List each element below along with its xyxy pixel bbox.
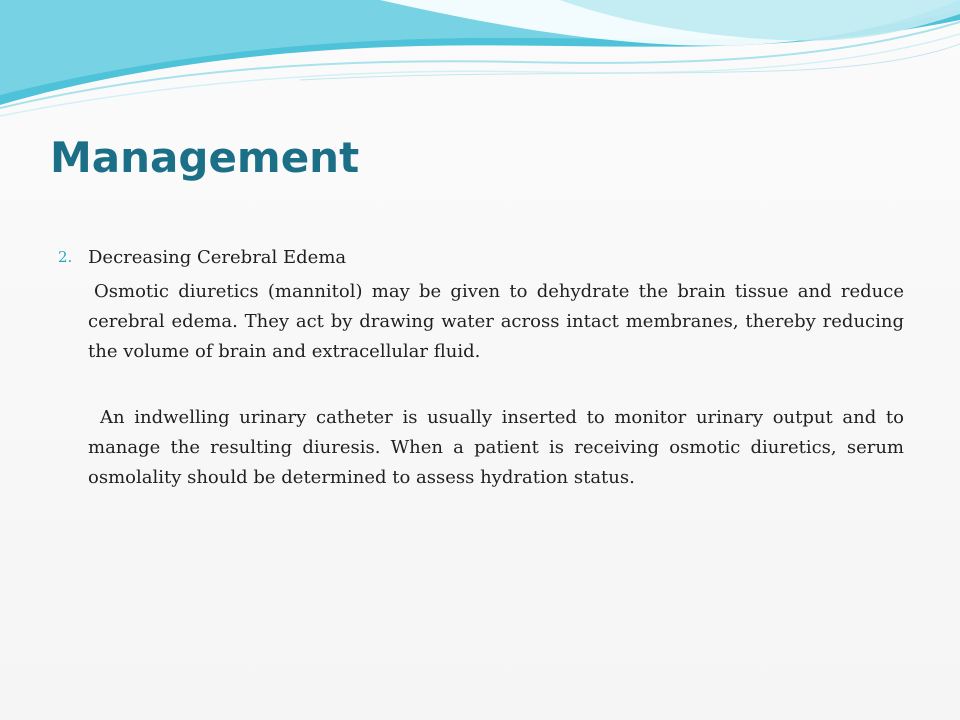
list-heading: Decreasing Cerebral Edema xyxy=(88,247,347,268)
body-paragraph: Osmotic diuretics (mannitol) may be given to dehydrate the brain tissue and reduce cerebral edema. They act by drawing water across intact membranes, thereby reducing the volume of brain and extracellular fluid. xyxy=(88,281,904,362)
numbered-list-item xyxy=(58,245,904,271)
header-wave-decoration xyxy=(0,0,960,130)
slide-title: Management xyxy=(50,133,360,182)
list-number: 2. xyxy=(58,248,73,266)
body-paragraph: An indwelling urinary catheter is usually inserted to monitor urinary output and to manage the resulting diuresis. When a patient is receiving osmotic diuretics, serum osmolality should be determined to assess hydration status. xyxy=(88,407,904,488)
